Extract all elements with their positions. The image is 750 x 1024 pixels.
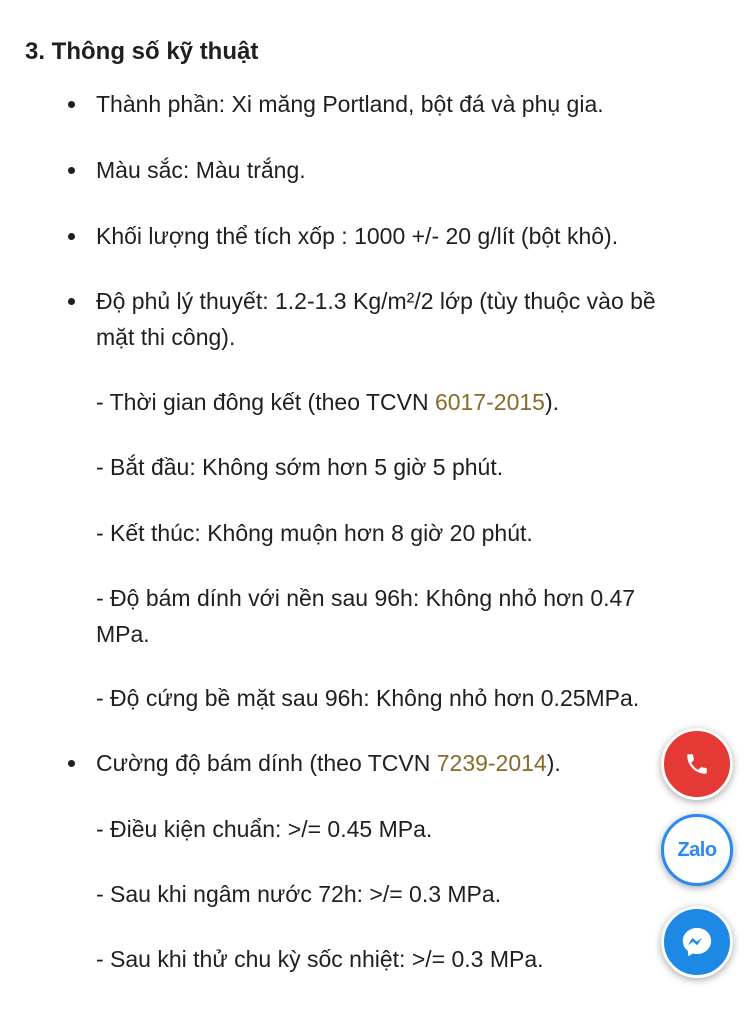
- call-button[interactable]: [661, 728, 733, 800]
- setting-time-suffix: ).: [544, 389, 560, 415]
- sub-item-setting-time: [96, 384, 724, 420]
- zalo-bubble-icon: [667, 820, 727, 880]
- list-item-color: Màu sắc: Màu trắng.: [96, 152, 724, 188]
- zalo-button[interactable]: [661, 814, 733, 886]
- coverage-line-1: Độ phủ lý thuyết: 1.2-1.3 Kg/m²/2 lớp (tùy thuộc vào bề: [96, 288, 656, 314]
- call-button-ring: [661, 728, 733, 800]
- tcvn-7239-link[interactable]: 7239-2014: [436, 750, 547, 776]
- sub-item-adhesion-96h: [96, 580, 724, 652]
- bond-strength-text: Cường độ bám dính (theo TCVN: [96, 750, 437, 776]
- setting-time-text: - Thời gian đông kết (theo TCVN: [96, 389, 435, 415]
- zalo-label: Zalo: [677, 838, 717, 861]
- sub-item-end: - Kết thúc: Không muộn hơn 8 giờ 20 phút.: [96, 520, 533, 546]
- list-item-density: Khối lượng thể tích xốp : 1000 +/- 20 g/lít (bột khô).: [96, 218, 724, 254]
- sub-item-standard-condition: - Điều kiện chuẩn: >/= 0.45 MPa.: [96, 816, 433, 842]
- list-item-composition: Thành phần: Xi măng Portland, bột đá và phụ gia.: [96, 86, 724, 122]
- messenger-button[interactable]: [661, 906, 733, 978]
- coverage-line-2: mặt thi công).: [96, 324, 236, 350]
- tcvn-6017-link[interactable]: 6017-2015: [434, 389, 545, 415]
- sub-item-after-soak: - Sau khi ngâm nước 72h: >/= 0.3 MPa.: [96, 881, 502, 907]
- bond-strength-suffix: ).: [546, 750, 561, 776]
- list-item-coverage: [96, 283, 724, 355]
- adhesion-line-2: MPa.: [96, 621, 150, 647]
- sub-item-hardness-96h: - Độ cứng bề mặt sau 96h: Không nhỏ hơn 0.25MPa.: [96, 685, 640, 711]
- adhesion-line-1: - Độ bám dính với nền sau 96h: Không nhỏ hơn 0.47: [96, 585, 636, 611]
- list-item-bond-strength: [96, 745, 724, 781]
- sub-item-after-thermal: - Sau khi thử chu kỳ sốc nhiệt: >/= 0.3 MPa.: [96, 946, 544, 972]
- sub-item-start: - Bắt đầu: Không sớm hơn 5 giờ 5 phút.: [96, 454, 504, 480]
- section-title: 3. Thông số kỹ thuật: [25, 38, 259, 65]
- messenger-button-ring: [661, 906, 733, 978]
